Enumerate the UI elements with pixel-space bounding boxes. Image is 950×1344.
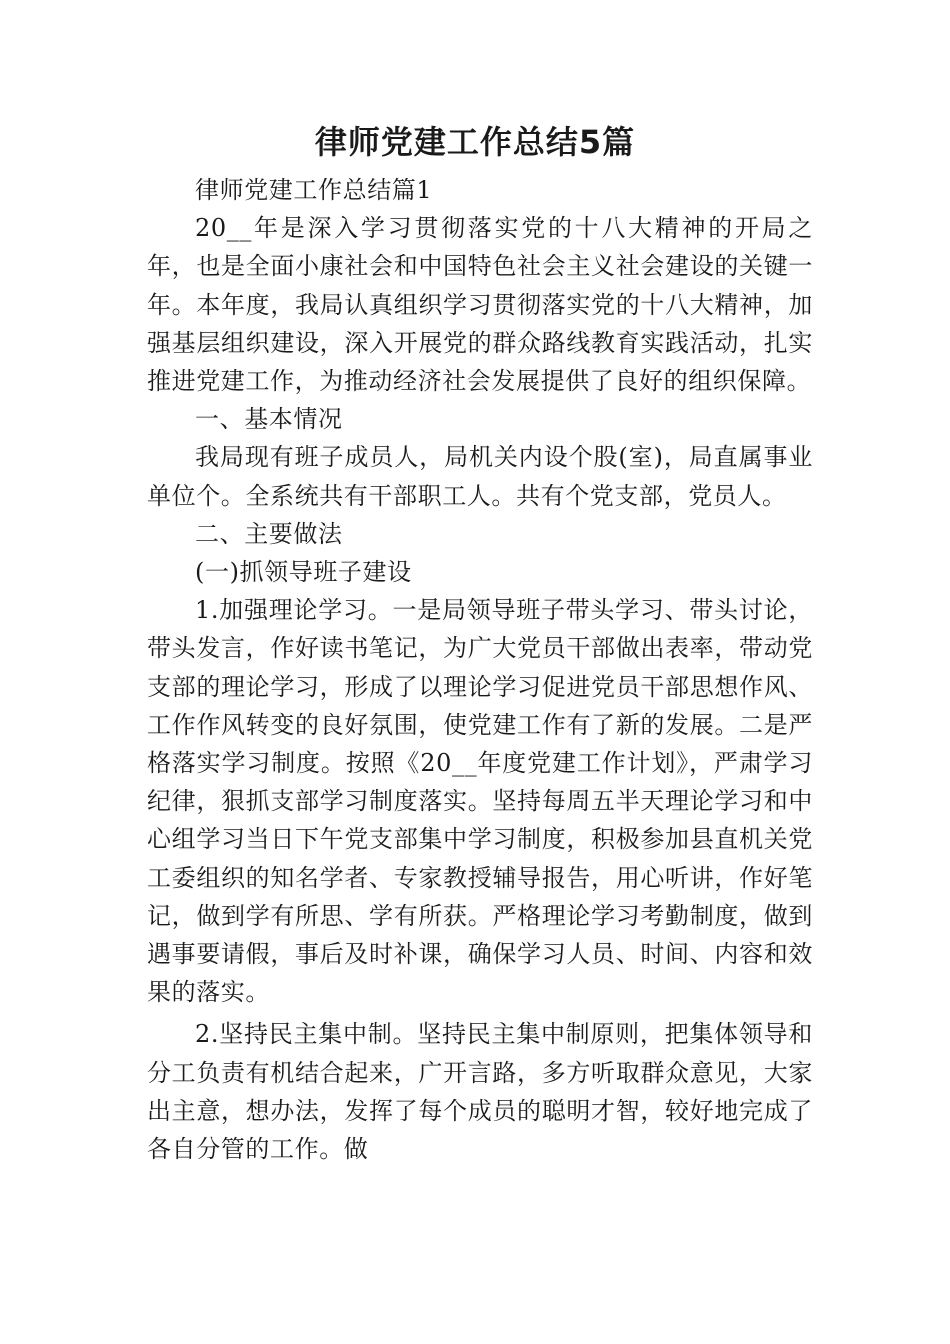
document-title: 律师党建工作总结5篇 (314, 123, 636, 161)
intro-paragraph: 20__年是深入学习贯彻落实党的十八大精神的开局之年，也是全面小康社会和中国特色社会主义社会建设的关键一年。本年度，我局认真组织学习贯彻落实党的十八大精神，加强基层组织建设，深入开展党的群众路线教育实践活动，扎实推进党建工作，为推动经济社会发展提供了良好的组织保障。 (147, 214, 813, 396)
heading-basic-situation: 一、基本情况 (195, 405, 343, 434)
basic-situation-paragraph: 我局现有班子成员人，局机关内设个股(室)，局直属事业单位个。全系统共有干部职工人。共有个党支部，党员人。 (147, 443, 813, 510)
democratic-centralism-paragraph: 2.坚持民主集中制。坚持民主集中制原则，把集体领导和分工负责有机结合起来，广开言路，多方听取群众意见，大家出主意，想办法，发挥了每个成员的聪明才智，较好地完成了各自分管的工作。做 (147, 1020, 813, 1164)
subheading-leadership: (一)抓领导班子建设 (195, 558, 412, 587)
document-body (147, 171, 813, 1168)
theory-study-paragraph: 1.加强理论学习。一是局领导班子带头学习、带头讨论，带头发言，作好读书笔记，为广大党员干部做出表率，带动党支部的理论学习，形成了以理论学习促进党员干部思想作风、工作作风转变的良好氛围，使党建工作有了新的发展。二是严格落实学习制度。按照《20__年度党建工作计划》，严肃学习纪律，狠抓支部学习制度落实。坚持每周五半天理论学习和中心组学习当日下午党支部集中学习制度，积极参加县直机关党工委组织的知名学者、专家教授辅导报告，用心听讲，作好笔记，做到学有所思、学有所获。严格理论学习考勤制度，做到遇事要请假，事后及时补课，确保学习人员、时间、内容和效果的落实。 (147, 596, 813, 1007)
heading-main-practices: 二、主要做法 (195, 519, 343, 548)
section-heading-part-1: 律师党建工作总结篇1 (195, 176, 433, 204)
